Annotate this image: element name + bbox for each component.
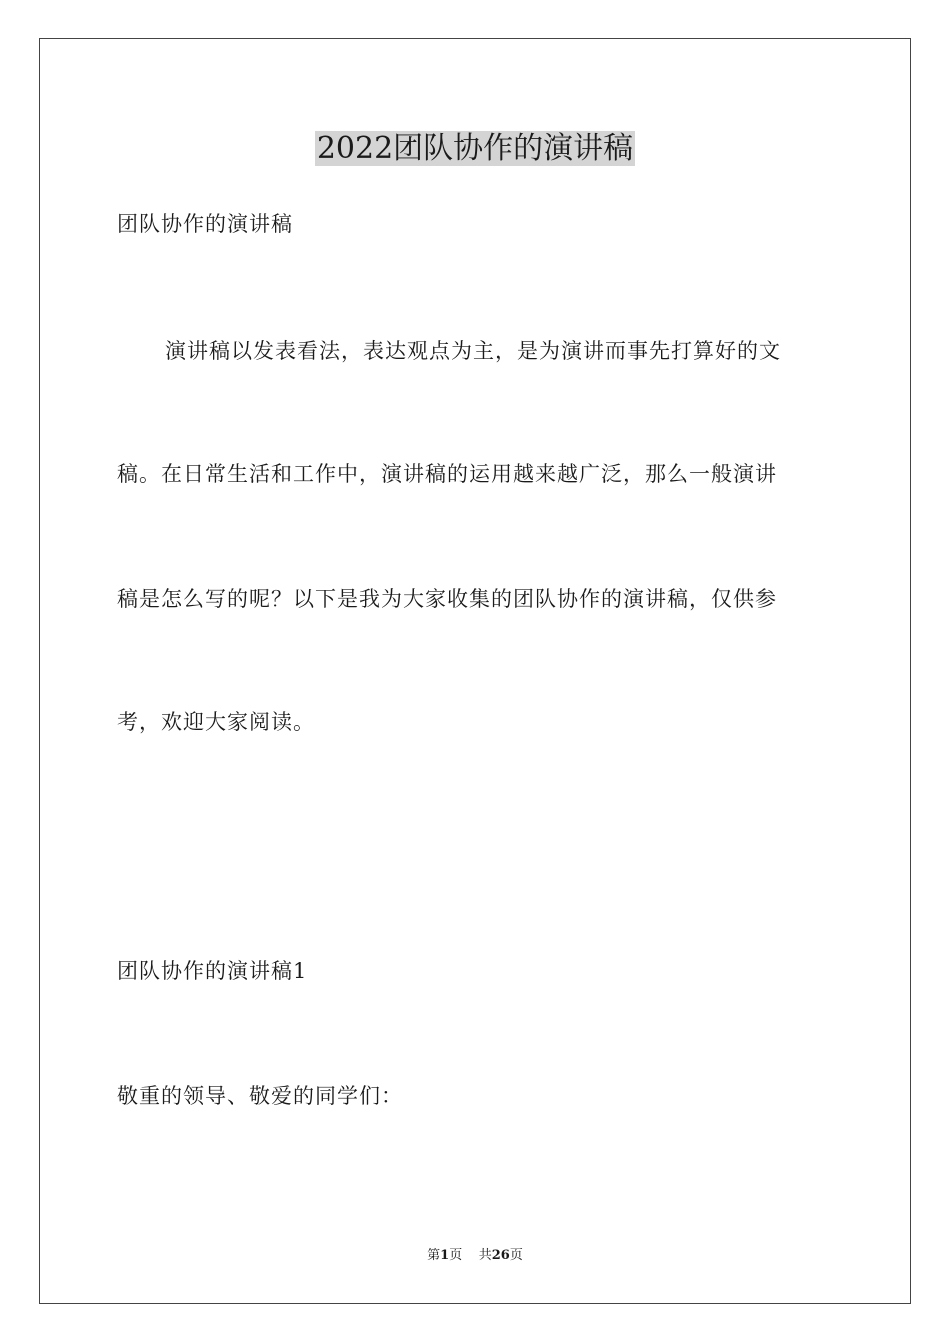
- document-subtitle: 团队协作的演讲稿: [117, 212, 293, 236]
- footer-total-suffix: 页: [509, 1248, 523, 1263]
- footer-page-suffix: 页: [449, 1248, 463, 1263]
- intro-line-1: 演讲稿以发表看法，表达观点为主，是为演讲而事先打算好的文: [165, 339, 781, 363]
- intro-line-4: 考，欢迎大家阅读。: [117, 710, 315, 734]
- footer-page-number: 1: [440, 1248, 450, 1263]
- document-title: [0, 127, 950, 171]
- greeting-line: 敬重的领导、敬爱的同学们：: [117, 1084, 403, 1108]
- intro-line-3: 稿是怎么写的呢？以下是我为大家收集的团队协作的演讲稿，仅供参: [117, 587, 777, 611]
- footer-total-prefix: 共: [478, 1248, 492, 1263]
- document-title-text: 2022团队协作的演讲稿: [316, 131, 634, 166]
- section-heading: 团队协作的演讲稿1: [117, 959, 308, 983]
- page-footer: [0, 1247, 950, 1265]
- footer-total-pages: 26: [491, 1248, 510, 1263]
- footer-page-prefix: 第: [427, 1248, 441, 1263]
- intro-line-2: 稿。在日常生活和工作中，演讲稿的运用越来越广泛，那么一般演讲: [117, 462, 777, 486]
